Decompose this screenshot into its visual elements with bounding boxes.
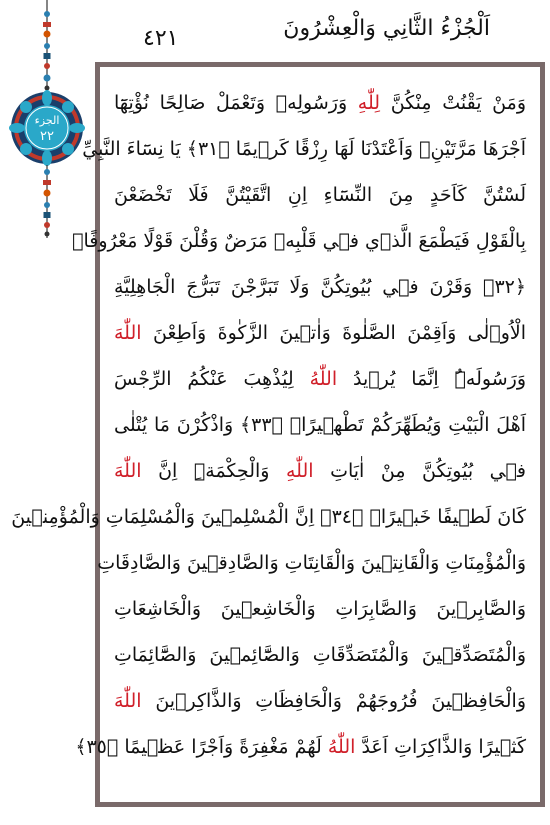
text-line: اَهْلَ الْبَيْتِ وَيُطَهِّرَكُمْ تَطْه۪يرًاۚ ﴿٣٣﴾ وَاذْكُرْنَ مَا يُتْلٰى (114, 414, 526, 436)
text-line: وَرَسُولَهُۜ اِنَّمَا يُر۪يدُ اللّٰهُ لِيُذْهِبَ عَنْكُمُ الرِّجْسَ (114, 368, 526, 390)
divine-name: اللّٰهَ (114, 322, 142, 344)
text-line: ف۪ي بُيُوتِكُنَّ مِنْ اٰيَاتِ اللّٰهِ وَالْحِكْمَةِۜ اِنَّ اللّٰهَ (114, 460, 526, 482)
text-line: وَالْحَافِظ۪ينَ فُرُوجَهُمْ وَالْحَافِظَاتِ وَالذَّاكِر۪ينَ اللّٰهَ (114, 690, 526, 712)
bottom-chain-ornament (43, 165, 51, 238)
text-line: كَانَ لَط۪يفًا خَب۪يرًا۟ ﴿٣٤﴾ اِنَّ الْمُسْلِم۪ينَ وَالْمُسْلِمَاتِ وَالْمُؤْمِن۪ينَ (11, 506, 526, 528)
badge-number: ٢٢ (40, 129, 54, 144)
divine-name: اللّٰهَ (114, 690, 142, 712)
text-line: الْاُو۫لٰى وَاَقِمْنَ الصَّلٰوةَ وَاٰت۪ينَ الزَّكٰوةَ وَاَطِعْنَ اللّٰهَ (114, 322, 526, 344)
text-line: اَجْرَهَا مَرَّتَيْنِۙ وَاَعْتَدْنَا لَهَا رِزْقًا كَر۪يمًا ﴿٣١﴾ يَا نِسَٓاءَ النَّبِيِّ (82, 138, 526, 160)
juz-badge (9, 90, 85, 166)
divine-name: اللّٰهَ (114, 460, 142, 482)
text-line: وَالْمُتَصَدِّق۪ينَ وَالْمُتَصَدِّقَاتِ وَالصَّٓائِم۪ينَ وَالصَّٓائِمَاتِ (114, 644, 526, 666)
page-header (95, 0, 550, 62)
divine-name: لِلّٰهِ (357, 92, 381, 114)
text-line: كَث۪يرًا وَالذَّاكِرَاتِ اَعَدَّ اللّٰهُ لَهُمْ مَغْفِرَةً وَاَجْرًا عَظ۪يمًا ﴿٣٥﴾ (75, 736, 526, 758)
text-line: ﴿٣٢﴾ وَقَرْنَ ف۪ي بُيُوتِكُنَّ وَلَا تَبَرَّجْنَ تَبَرُّجَ الْجَاهِلِيَّةِ (114, 276, 526, 298)
text-line: وَمَنْ يَقْنُتْ مِنْكُنَّ لِلّٰهِ وَرَسُولِه۪ وَتَعْمَلْ صَالِحًا نُؤْتِهَٓا (114, 92, 527, 114)
text-line: وَالصَّابِر۪ينَ وَالصَّابِرَاتِ وَالْخَاشِع۪ينَ وَالْخَاشِعَاتِ (114, 598, 526, 620)
divine-name: اللّٰهُ (309, 368, 338, 390)
divine-name: اللّٰهِ (285, 460, 314, 482)
top-chain-ornament (43, 0, 51, 92)
margin-ornament (0, 0, 95, 825)
text-line: بِالْقَوْلِ فَيَطْمَعَ الَّذ۪ي ف۪ي قَلْبِه۪ مَرَضٌ وَقُلْنَ قَوْلًا مَعْرُوفًاۚ (72, 230, 526, 252)
divine-name: اللّٰهُ (327, 736, 356, 758)
text-line: لَسْتُنَّ كَاَحَدٍ مِنَ النِّسَٓاءِ اِنِ اتَّقَيْتُنَّ فَلَا تَخْضَعْنَ (114, 184, 526, 206)
page-number: ٤٢١ (143, 26, 179, 51)
juz-title: اَلْجُزْءُ الثَّانِي وَالْعِشْرُونَ (283, 16, 490, 41)
text-line: وَالْمُؤْمِنَاتِ وَالْقَانِت۪ينَ وَالْقَانِتَاتِ وَالصَّادِق۪ينَ وَالصَّادِقَاتِ (97, 552, 526, 574)
badge-label: الجزء (34, 114, 60, 127)
